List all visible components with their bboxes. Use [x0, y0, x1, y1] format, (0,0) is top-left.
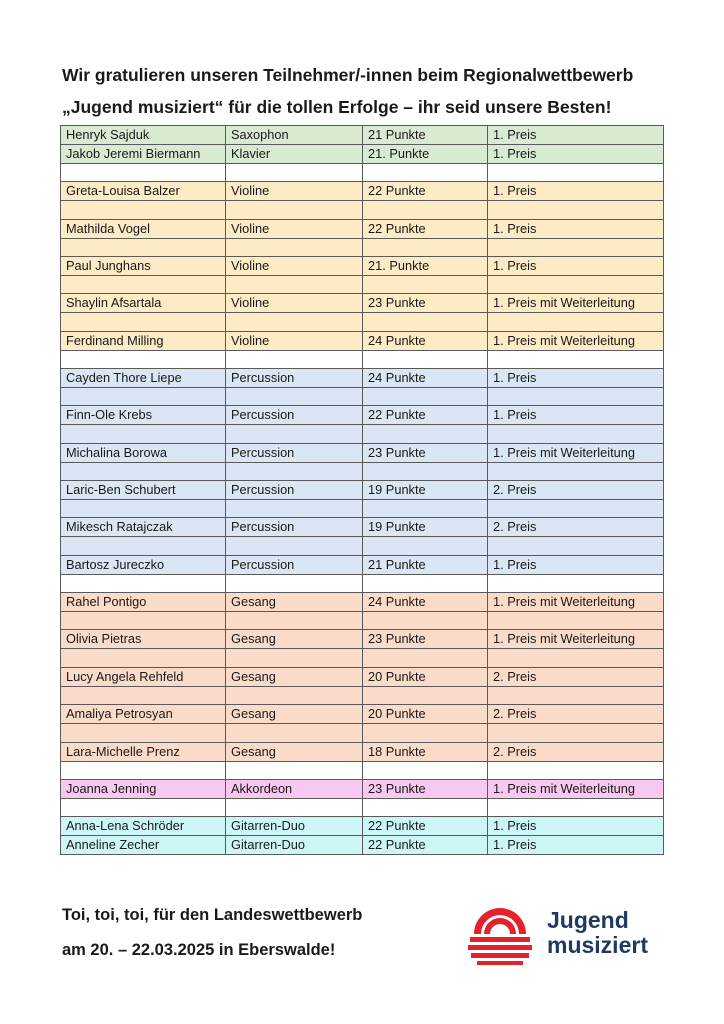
cell-points [363, 425, 488, 443]
table-row [61, 667, 664, 686]
cell-prize: 1. Preis mit Weiterleitung [488, 779, 664, 798]
cell-name [61, 537, 226, 555]
cell-instrument: Gesang [226, 742, 363, 761]
cell-prize: 1. Preis [488, 257, 664, 276]
cell-name [61, 462, 226, 480]
cell-instrument: Akkordeon [226, 779, 363, 798]
results-table [60, 125, 664, 855]
cell-name [61, 798, 226, 816]
cell-instrument [226, 388, 363, 406]
table-row [61, 555, 664, 574]
cell-prize: 1. Preis [488, 182, 664, 201]
cell-prize [488, 276, 664, 294]
cell-prize [488, 574, 664, 592]
cell-prize: 2. Preis [488, 667, 664, 686]
cell-instrument: Violine [226, 294, 363, 313]
cell-points: 22 Punkte [363, 817, 488, 836]
jugend-musiziert-logo-icon [462, 898, 538, 970]
footer-line-2: am 20. – 22.03.2025 in Eberswalde! [62, 941, 336, 959]
results-table-body [61, 126, 664, 855]
cell-points: 21. Punkte [363, 257, 488, 276]
cell-instrument [226, 574, 363, 592]
cell-prize [488, 724, 664, 742]
cell-name [61, 350, 226, 368]
cell-name [61, 201, 226, 219]
cell-instrument: Gitarren-Duo [226, 836, 363, 855]
cell-prize [488, 201, 664, 219]
table-row [61, 257, 664, 276]
cell-points: 24 Punkte [363, 369, 488, 388]
cell-name: Shaylin Afsartala [61, 294, 226, 313]
cell-name [61, 724, 226, 742]
cell-instrument [226, 238, 363, 256]
table-spacer-row [61, 724, 664, 742]
table-spacer-row [61, 238, 664, 256]
table-spacer-row [61, 350, 664, 368]
cell-points [363, 462, 488, 480]
cell-prize [488, 350, 664, 368]
cell-points [363, 686, 488, 704]
cell-name [61, 500, 226, 518]
cell-instrument: Percussion [226, 369, 363, 388]
table-row [61, 817, 664, 836]
table-row [61, 219, 664, 238]
cell-prize [488, 425, 664, 443]
cell-prize [488, 761, 664, 779]
table-row [61, 705, 664, 724]
cell-name [61, 425, 226, 443]
cell-prize: 1. Preis [488, 369, 664, 388]
table-spacer-row [61, 798, 664, 816]
cell-prize: 1. Preis [488, 555, 664, 574]
cell-instrument: Violine [226, 219, 363, 238]
cell-points [363, 276, 488, 294]
cell-name: Michalina Borowa [61, 443, 226, 462]
cell-name [61, 276, 226, 294]
cell-points: 23 Punkte [363, 630, 488, 649]
cell-name [61, 313, 226, 331]
cell-instrument: Percussion [226, 518, 363, 537]
cell-points: 21 Punkte [363, 126, 488, 145]
cell-instrument [226, 537, 363, 555]
table-spacer-row [61, 537, 664, 555]
cell-name [61, 612, 226, 630]
table-row [61, 630, 664, 649]
cell-instrument [226, 313, 363, 331]
cell-instrument [226, 201, 363, 219]
table-row [61, 443, 664, 462]
cell-points [363, 612, 488, 630]
cell-name: Finn-Ole Krebs [61, 406, 226, 425]
cell-points [363, 500, 488, 518]
cell-prize: 1. Preis mit Weiterleitung [488, 593, 664, 612]
table-spacer-row [61, 313, 664, 331]
table-row [61, 518, 664, 537]
cell-prize: 2. Preis [488, 742, 664, 761]
cell-instrument: Saxophon [226, 126, 363, 145]
cell-name: Lara-Michelle Prenz [61, 742, 226, 761]
cell-name: Bartosz Jureczko [61, 555, 226, 574]
cell-name: Ferdinand Milling [61, 331, 226, 350]
page-title-line-2: „Jugend musiziert“ für die tollen Erfolge – ihr seid unsere Besten! [62, 97, 612, 117]
cell-prize [488, 612, 664, 630]
table-spacer-row [61, 612, 664, 630]
cell-points: 22 Punkte [363, 836, 488, 855]
page-title-line-1: Wir gratulieren unseren Teilnehmer/-innen beim Regionalwettbewerb [62, 65, 634, 85]
cell-prize: 1. Preis mit Weiterleitung [488, 630, 664, 649]
cell-name: Mathilda Vogel [61, 219, 226, 238]
cell-points: 24 Punkte [363, 331, 488, 350]
jugend-musiziert-logo [462, 898, 672, 970]
cell-instrument: Violine [226, 331, 363, 350]
cell-prize [488, 798, 664, 816]
cell-points: 23 Punkte [363, 779, 488, 798]
cell-points: 19 Punkte [363, 481, 488, 500]
cell-points [363, 350, 488, 368]
cell-points: 22 Punkte [363, 219, 488, 238]
cell-points [363, 388, 488, 406]
table-row [61, 331, 664, 350]
cell-points [363, 238, 488, 256]
cell-points: 20 Punkte [363, 705, 488, 724]
table-spacer-row [61, 425, 664, 443]
cell-instrument [226, 798, 363, 816]
cell-points [363, 724, 488, 742]
cell-name: Rahel Pontigo [61, 593, 226, 612]
table-row [61, 742, 664, 761]
cell-prize: 1. Preis [488, 836, 664, 855]
cell-points: 22 Punkte [363, 182, 488, 201]
footer-line-1: Toi, toi, toi, für den Landeswettbewerb [62, 906, 363, 924]
table-spacer-row [61, 649, 664, 667]
table-spacer-row [61, 164, 664, 182]
cell-prize [488, 388, 664, 406]
cell-prize: 2. Preis [488, 518, 664, 537]
cell-prize: 1. Preis mit Weiterleitung [488, 294, 664, 313]
cell-points [363, 649, 488, 667]
cell-points [363, 313, 488, 331]
cell-points [363, 164, 488, 182]
cell-name [61, 649, 226, 667]
cell-name: Anneline Zecher [61, 836, 226, 855]
cell-points: 23 Punkte [363, 443, 488, 462]
cell-instrument: Percussion [226, 555, 363, 574]
cell-prize: 1. Preis [488, 406, 664, 425]
cell-prize [488, 686, 664, 704]
table-row [61, 406, 664, 425]
cell-name: Jakob Jeremi Biermann [61, 145, 226, 164]
cell-name: Joanna Jenning [61, 779, 226, 798]
cell-instrument [226, 164, 363, 182]
cell-points [363, 761, 488, 779]
cell-instrument: Gesang [226, 705, 363, 724]
cell-instrument: Violine [226, 257, 363, 276]
cell-name [61, 686, 226, 704]
cell-name: Mikesch Ratajczak [61, 518, 226, 537]
cell-instrument [226, 425, 363, 443]
cell-prize [488, 313, 664, 331]
table-row [61, 182, 664, 201]
cell-name: Cayden Thore Liepe [61, 369, 226, 388]
cell-name [61, 761, 226, 779]
cell-points: 22 Punkte [363, 406, 488, 425]
cell-prize: 1. Preis mit Weiterleitung [488, 443, 664, 462]
cell-instrument: Percussion [226, 443, 363, 462]
cell-prize [488, 238, 664, 256]
cell-points: 21. Punkte [363, 145, 488, 164]
table-spacer-row [61, 388, 664, 406]
cell-instrument [226, 649, 363, 667]
table-row [61, 779, 664, 798]
cell-prize: 2. Preis [488, 705, 664, 724]
cell-name [61, 164, 226, 182]
cell-name [61, 388, 226, 406]
cell-prize: 1. Preis [488, 817, 664, 836]
cell-prize [488, 164, 664, 182]
cell-prize: 1. Preis mit Weiterleitung [488, 331, 664, 350]
cell-prize [488, 649, 664, 667]
cell-name: Greta-Louisa Balzer [61, 182, 226, 201]
cell-prize: 1. Preis [488, 145, 664, 164]
logo-text-jugend: Jugend [547, 907, 629, 933]
table-row [61, 126, 664, 145]
cell-points [363, 574, 488, 592]
cell-prize [488, 462, 664, 480]
cell-instrument [226, 686, 363, 704]
table-spacer-row [61, 500, 664, 518]
table-row [61, 836, 664, 855]
cell-prize: 1. Preis [488, 219, 664, 238]
table-spacer-row [61, 574, 664, 592]
cell-prize [488, 500, 664, 518]
cell-name: Lucy Angela Rehfeld [61, 667, 226, 686]
cell-name: Laric-Ben Schubert [61, 481, 226, 500]
cell-instrument [226, 276, 363, 294]
cell-instrument: Gesang [226, 630, 363, 649]
table-row [61, 593, 664, 612]
cell-instrument [226, 612, 363, 630]
cell-instrument: Percussion [226, 481, 363, 500]
cell-instrument: Gesang [226, 667, 363, 686]
table-row [61, 145, 664, 164]
cell-points: 24 Punkte [363, 593, 488, 612]
cell-instrument [226, 462, 363, 480]
cell-name: Paul Junghans [61, 257, 226, 276]
cell-name [61, 574, 226, 592]
cell-points: 19 Punkte [363, 518, 488, 537]
table-spacer-row [61, 462, 664, 480]
cell-points: 21 Punkte [363, 555, 488, 574]
cell-name: Olivia Pietras [61, 630, 226, 649]
table-spacer-row [61, 201, 664, 219]
cell-points [363, 798, 488, 816]
cell-instrument: Gitarren-Duo [226, 817, 363, 836]
logo-text-musiziert: musiziert [547, 932, 648, 958]
cell-points: 20 Punkte [363, 667, 488, 686]
table-row [61, 294, 664, 313]
table-spacer-row [61, 761, 664, 779]
cell-points: 23 Punkte [363, 294, 488, 313]
table-spacer-row [61, 276, 664, 294]
cell-instrument [226, 724, 363, 742]
cell-prize [488, 537, 664, 555]
cell-points [363, 201, 488, 219]
cell-instrument: Percussion [226, 406, 363, 425]
table-spacer-row [61, 686, 664, 704]
cell-points: 18 Punkte [363, 742, 488, 761]
cell-instrument: Klavier [226, 145, 363, 164]
cell-name: Henryk Sajduk [61, 126, 226, 145]
cell-prize: 1. Preis [488, 126, 664, 145]
table-row [61, 369, 664, 388]
cell-instrument: Violine [226, 182, 363, 201]
cell-instrument [226, 761, 363, 779]
cell-name: Amaliya Petrosyan [61, 705, 226, 724]
cell-instrument [226, 500, 363, 518]
cell-name [61, 238, 226, 256]
cell-name: Anna-Lena Schröder [61, 817, 226, 836]
table-row [61, 481, 664, 500]
cell-instrument: Gesang [226, 593, 363, 612]
cell-instrument [226, 350, 363, 368]
cell-prize: 2. Preis [488, 481, 664, 500]
cell-points [363, 537, 488, 555]
